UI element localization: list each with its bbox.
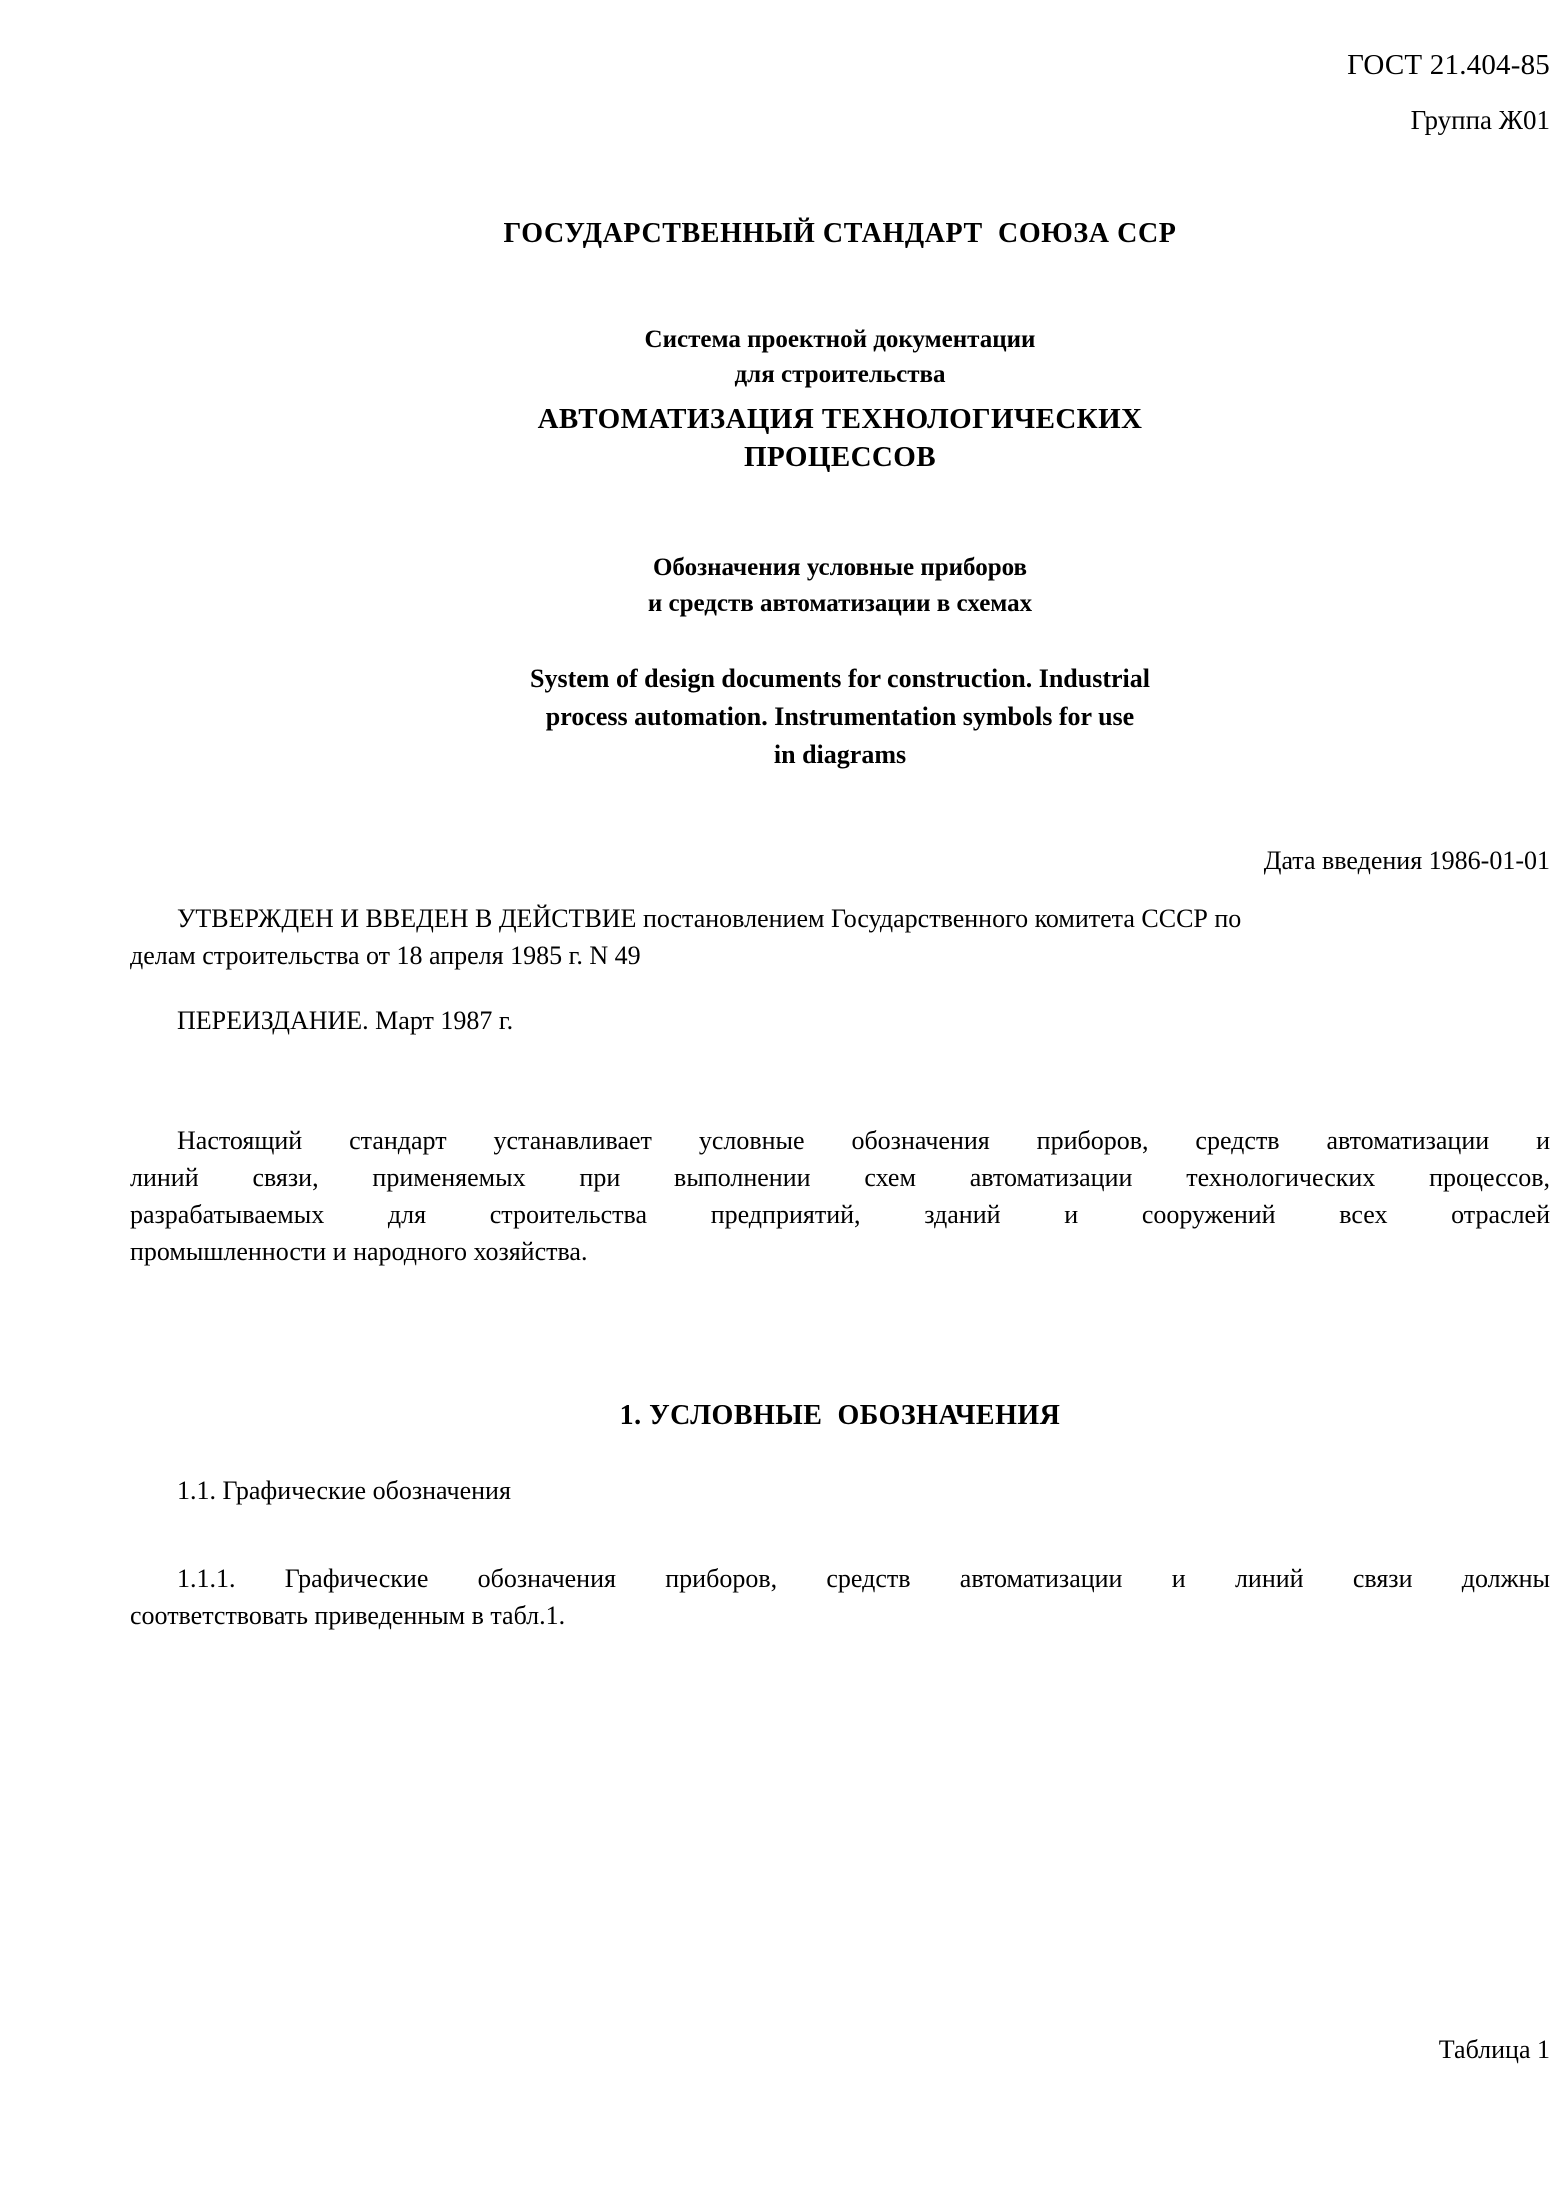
subsection-1-1-label: 1.1. Графические обозначения [177, 1476, 511, 1505]
table-caption: Таблица 1 [1438, 2035, 1550, 2064]
page-title-line-2: ПРОЦЕССОВ [744, 441, 936, 473]
page-title-line-1: АВТОМАТИЗАЦИЯ ТЕХНОЛОГИЧЕСКИХ [537, 403, 1143, 435]
approval-paragraph [130, 900, 1550, 974]
subject-subtitle-line-2: и средств автоматизации в схемах [647, 590, 1033, 617]
system-subtitle-line-1: Система проектной документации [644, 326, 1036, 353]
english-title [130, 660, 1550, 774]
reissue-paragraph [130, 1002, 1550, 1039]
clause-1-1-1 [130, 1560, 1550, 1634]
scope-line-3: разрабатываемых для строительства предприятий, зданий и сооружений всех отраслей [130, 1200, 1550, 1229]
scope-line-2: линий связи, применяемых при выполнении схем автоматизации технологических процессов, [130, 1163, 1550, 1192]
scope-line-4: промышленности и народного хозяйства. [130, 1237, 588, 1266]
subject-subtitle [130, 550, 1550, 622]
section-1-heading: 1. УСЛОВНЫЕ ОБОЗНАЧЕНИЯ [619, 1400, 1061, 1431]
scope-line-1: Настоящий стандарт устанавливает условные обозначения приборов, средств автоматизации и [177, 1126, 1550, 1155]
english-title-line-1: System of design documents for construction. Industrial [530, 664, 1150, 693]
system-subtitle-line-2: для строительства [734, 361, 946, 388]
document-code: ГОСТ 21.404-85 [1347, 49, 1550, 81]
page-content [130, 0, 1550, 2200]
clause-1-1-1-line-1: 1.1.1. Графические обозначения приборов, средств автоматизации и линий связи должны [177, 1564, 1550, 1593]
effective-date: Дата введения 1986-01-01 [1263, 846, 1550, 875]
subject-subtitle-line-1: Обозначения условные приборов [652, 554, 1027, 581]
approval-line-2: делам строительства от 18 апреля 1985 г. N 49 [130, 941, 641, 970]
clause-1-1-1-line-2: соответствовать приведенным в табл.1. [130, 1601, 566, 1630]
scope-paragraph [130, 1122, 1550, 1270]
standard-title: ГОСУДАРСТВЕННЫЙ СТАНДАРТ СОЮЗА ССР [503, 218, 1177, 249]
document-group: Группа Ж01 [1410, 105, 1550, 135]
english-title-line-3: in diagrams [773, 740, 907, 769]
reissue-line: ПЕРЕИЗДАНИЕ. Март 1987 г. [177, 1006, 514, 1035]
page-title [130, 400, 1550, 476]
subsection-1-1 [130, 1472, 1550, 1509]
system-subtitle [130, 322, 1550, 392]
english-title-line-2: process automation. Instrumentation symbols for use [545, 702, 1135, 731]
approval-line-1: УТВЕРЖДЕН И ВВЕДЕН В ДЕЙСТВИЕ постановлением Государственного комитета СССР по [177, 904, 1242, 933]
